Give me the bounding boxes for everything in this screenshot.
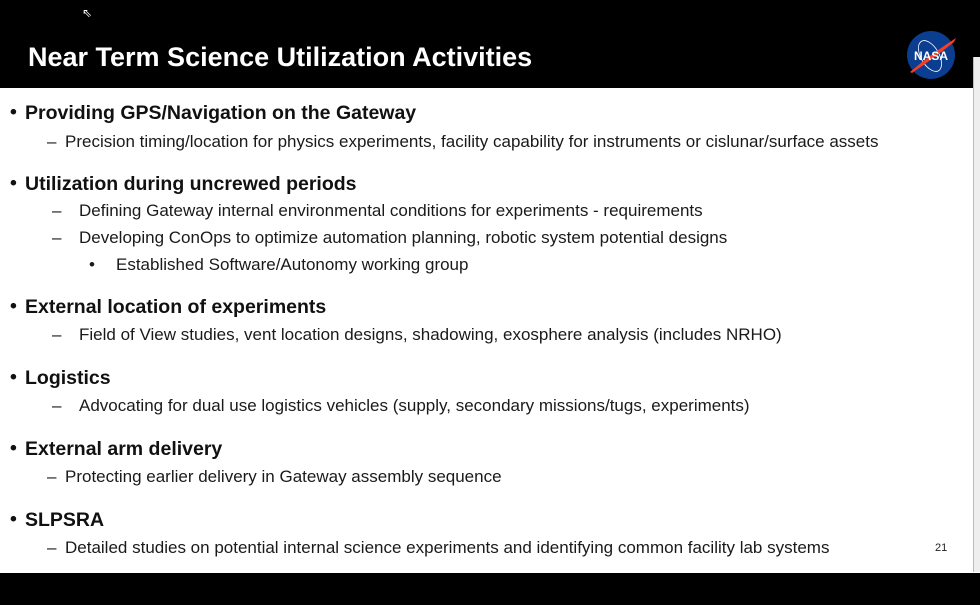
svg-text:NASA: NASA [913,49,949,63]
sub-bullet: Detailed studies on potential internal science experiments and identifying common facility lab systems [65,538,830,557]
sub-sub-bullet: Established Software/Autonomy working group [116,255,469,274]
sub-bullet: Protecting earlier delivery in Gateway assembly sequence [65,467,502,486]
dash-icon: – [47,538,57,557]
bullet-heading: Utilization during uncrewed periods [25,173,357,195]
sub-bullet: Precision timing/location for physics experiments, facility capability for instruments or cislunar/surface assets [65,132,879,151]
bullet-heading: Providing GPS/Navigation on the Gateway [25,102,417,124]
bullet-heading: External location of experiments [25,296,327,318]
dash-icon: – [47,132,57,151]
dash-icon: – [47,467,57,486]
sub-bullet: Advocating for dual use logistics vehicles (supply, secondary missions/tugs, experiments) [79,396,750,415]
page-number: 21 [935,542,948,554]
sub-bullet: Developing ConOps to optimize automation planning, robotic system potential designs [79,228,728,247]
bottom-bar [0,573,980,605]
bullet-icon: • [10,508,17,530]
dash-icon: – [52,201,62,220]
bullet-heading: Logistics [25,367,111,389]
dash-icon: – [52,325,62,344]
dash-icon: – [52,228,62,247]
bullet-icon: • [10,437,17,459]
bullet-heading: External arm delivery [25,438,223,460]
bullet-icon: • [10,101,17,123]
dash-icon: – [52,396,62,415]
bullet-icon: • [10,295,17,317]
bullet-heading: SLPSRA [25,509,105,531]
slide-title: Near Term Science Utilization Activities [28,42,533,72]
sub-bullet: Defining Gateway internal environmental conditions for experiments - requirements [79,201,703,220]
bullet-icon: • [10,366,17,388]
nasa-logo-icon [906,30,956,80]
sub-bullet: Field of View studies, vent location designs, shadowing, exosphere analysis (includes NRHO) [79,325,782,344]
mouse-cursor-icon: ⇖ [82,6,93,20]
side-panel-edge [973,57,980,572]
bullet-icon: • [89,255,95,274]
bullet-icon: • [10,172,17,194]
